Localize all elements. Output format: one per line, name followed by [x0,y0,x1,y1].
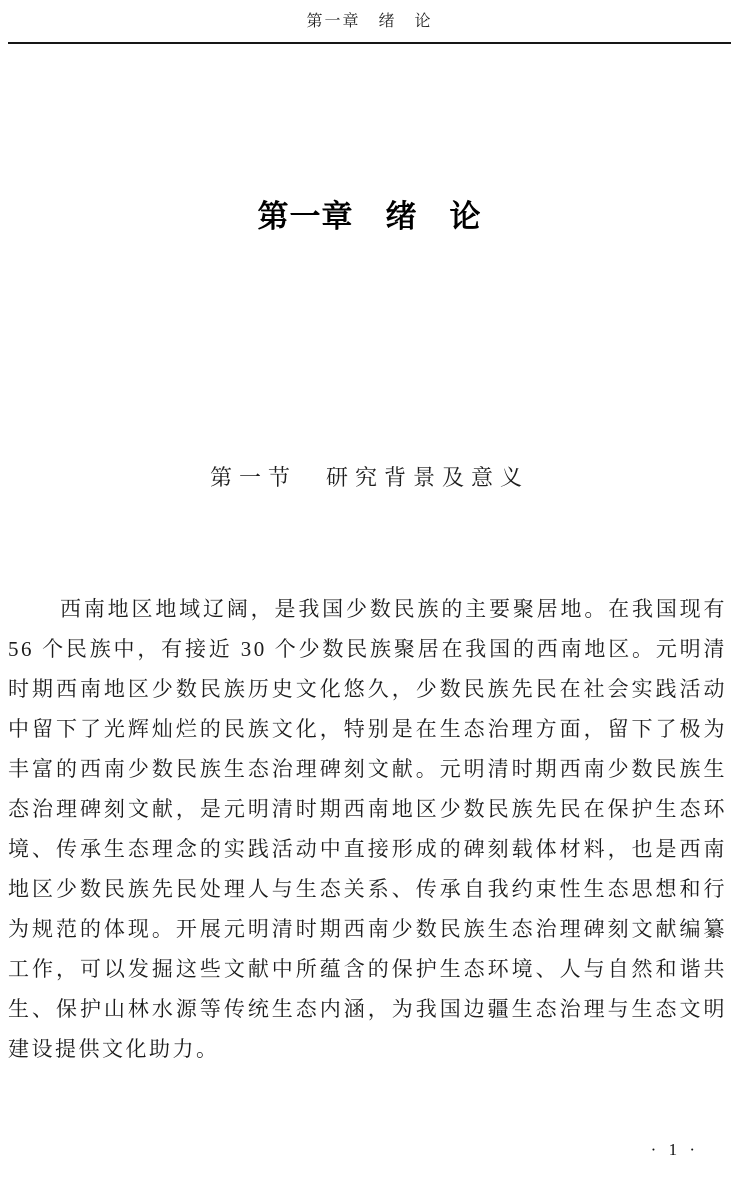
section-title: 第一节 研究背景及意义 [209,465,529,490]
chapter-title: 第一章 绪 论 [257,199,482,234]
body-paragraph: 西南地区地域辽阔，是我国少数民族的主要聚居地。在我国现有 56 个民族中，有接近 30 个少数民族聚居在我国的西南地区。元明清时期西南地区少数民族历史文化悠久，少数民族先民在社会实践活动中留下了光辉灿烂的民族文化，特别是在生态治理方面，留下了极为丰富的西南少数民族生态治理碑刻文献。元明清时期西南少数民族生态治理碑刻文献，是元明清时期西南地区少数民族先民在保护生态环境、传承生态理念的实践活动中直接形成的碑刻载体材料，也是西南地区少数民族先民处理人与生态关系、传承自我约束性生态思想和行为规范的体现。开展元明清时期西南少数民族生态治理碑刻文献编纂工作，可以发掘这些文献中所蕴含的保护生态环境、人与自然和谐共生、保护山林水源等传统生态内涵，为我国边疆生态治理与生态文明建设提供文化助力。 [8,597,727,1061]
page-content [0,197,739,1069]
page-header [8,0,731,44]
running-header-title: 第一章 绪 论 [306,13,433,30]
page-number: · 1 · [650,1140,699,1159]
